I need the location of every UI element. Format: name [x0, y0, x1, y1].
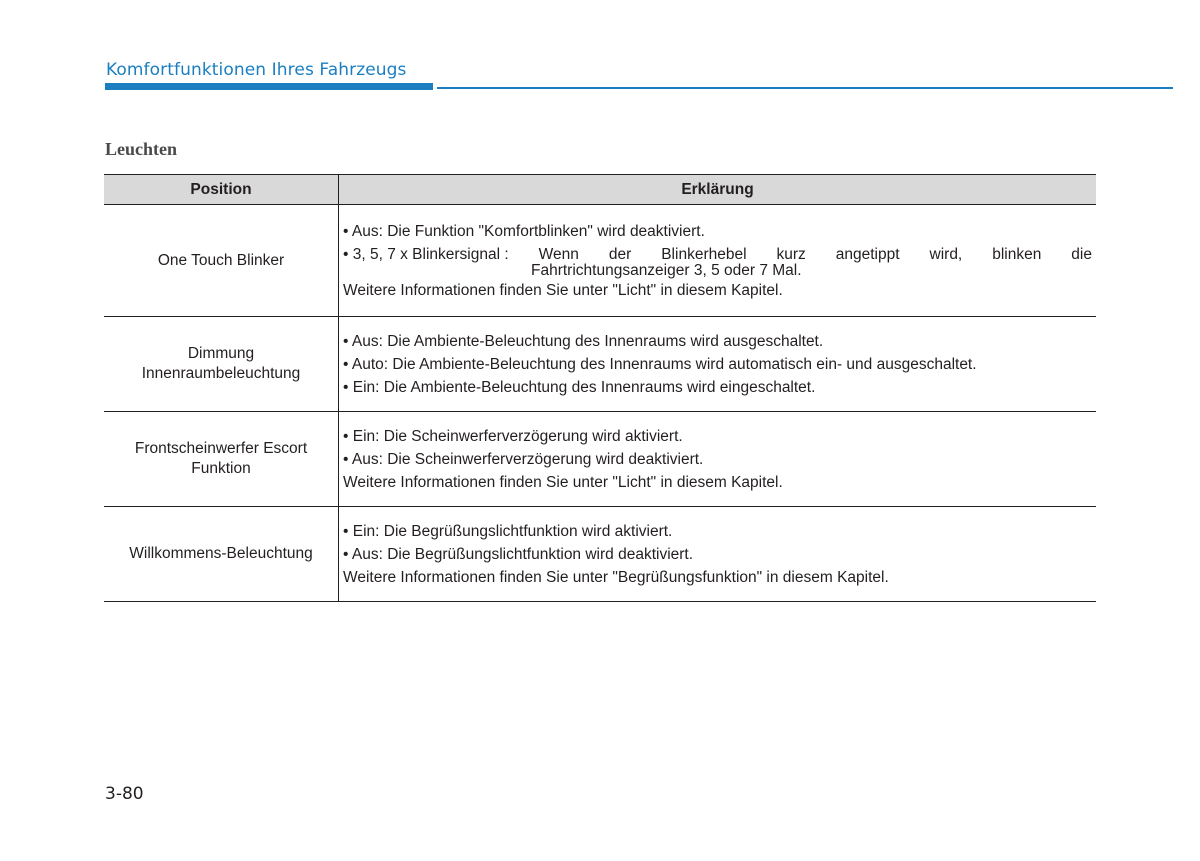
header-position: Position: [104, 175, 339, 205]
position-label-line-2: Innenraumbeleuchtung: [141, 365, 301, 382]
explanation-note: Weitere Informationen finden Sie unter "Licht" in diesem Kapitel.: [343, 473, 783, 491]
explanation-cell: [339, 507, 1097, 602]
blinker-signal-text-continued: Fahrtrichtungsanzeiger 3, 5 oder 7 Mal.: [531, 261, 802, 279]
position-label: One Touch Blinker: [157, 251, 285, 269]
explanation-line: • Auto: Die Ambiente-Beleuchtung des Innenraums wird automatisch ein- und ausgeschaltet.: [343, 355, 977, 373]
table-row: [104, 412, 1096, 507]
position-cell: [104, 412, 339, 507]
header-rule: [437, 87, 1173, 89]
table-row: [104, 205, 1096, 317]
position-cell: [104, 317, 339, 412]
blinker-signal-label: • 3, 5, 7 x Blinkersignal :: [343, 245, 509, 263]
table-row: [104, 317, 1096, 412]
explanation-line: • Ein: Die Scheinwerferverzögerung wird aktiviert.: [343, 427, 683, 445]
position-label: Willkommens-Beleuchtung: [129, 545, 313, 562]
explanation-note: Weitere Informationen finden Sie unter "Licht" in diesem Kapitel.: [343, 281, 783, 299]
explanation-line: • Aus: Die Scheinwerferverzögerung wird deaktiviert.: [343, 450, 704, 468]
section-title: Leuchten: [105, 139, 177, 159]
explanation-line: • Aus: Die Begrüßungslichtfunktion wird deaktiviert.: [343, 545, 694, 563]
explanation-cell: [339, 412, 1097, 507]
position-cell: [104, 507, 339, 602]
lights-table: [104, 174, 1096, 602]
position-label-line-1: Frontscheinwerfer Escort: [134, 440, 308, 457]
explanation-line: • Aus: Die Funktion "Komfortblinken" wird deaktiviert.: [343, 222, 705, 240]
position-label-line-1: Dimmung: [187, 345, 255, 362]
explanation-line: • Ein: Die Begrüßungslichtfunktion wird aktiviert.: [343, 522, 673, 540]
explanation-line: • Ein: Die Ambiente-Beleuchtung des Innenraums wird eingeschaltet.: [343, 378, 816, 396]
explanation-cell: [339, 317, 1097, 412]
blinker-signal-item: [343, 246, 1092, 263]
table-row: [104, 507, 1096, 602]
position-cell: [104, 205, 339, 317]
blinker-signal-text: Wenn der Blinkerhebel kurz angetippt wird, blinken die: [538, 245, 1092, 263]
position-label-line-2: Funktion: [191, 460, 251, 477]
table-header-row: [104, 175, 1096, 205]
chapter-title: Komfortfunktionen Ihres Fahrzeugs: [106, 60, 407, 80]
header-explanation: Erklärung: [339, 175, 1097, 205]
explanation-cell: [339, 205, 1097, 317]
header-accent-bar: [105, 83, 433, 90]
page-number: 3-80: [105, 784, 144, 804]
explanation-note: Weitere Informationen finden Sie unter "Begrüßungsfunktion" in diesem Kapitel.: [343, 568, 889, 586]
explanation-line: • Aus: Die Ambiente-Beleuchtung des Innenraums wird ausgeschaltet.: [343, 332, 824, 350]
